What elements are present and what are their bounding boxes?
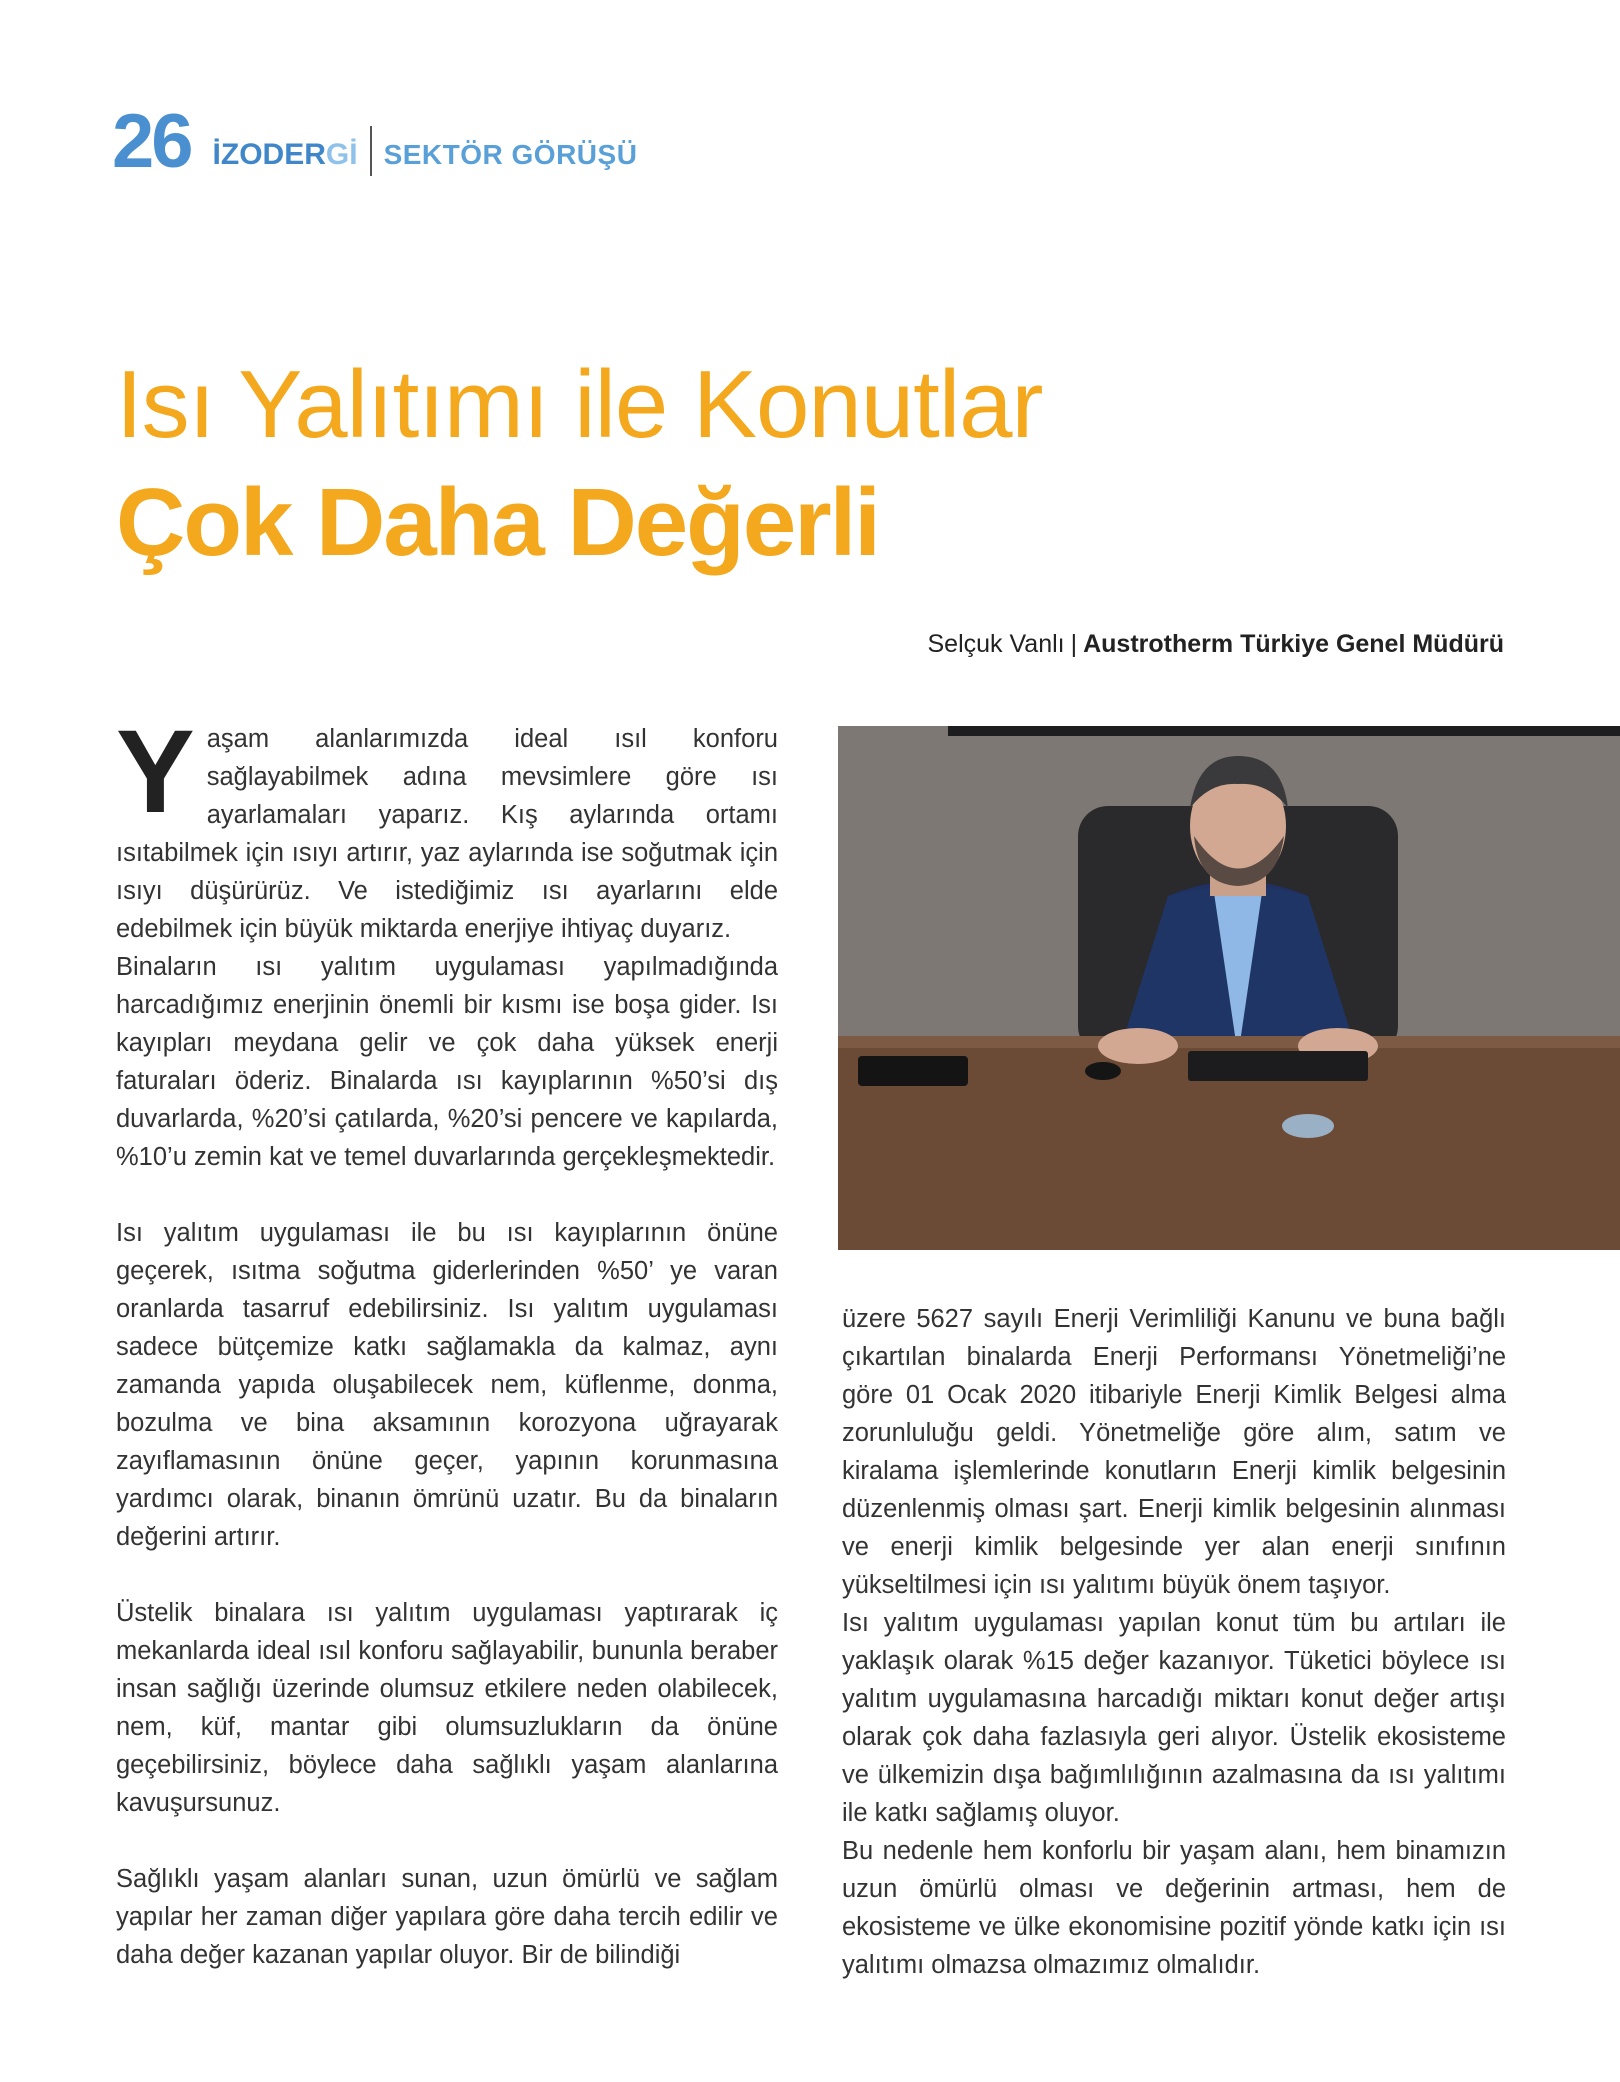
paragraph-3: Isı yalıtım uygulaması ile bu ısı kayıplarının önüne geçerek, ısıtma soğutma giderlerinden %50’ ye varan oranlarda tasarruf edebilirsiniz. Isı yalıtım uygulaması sadece bütçemize katkı sağlamakla da kalmaz, aynı zamanda yapıda oluşabilecek nem, küflenme, donma, bozulma ve bina aksamının korozyona uğrayarak zayıflamasının önüne geçer, yapının korunmasına yardımcı olarak, binanın ömrünü uzatır. Bu da binaların değerini artırır.: [116, 1219, 778, 1551]
brand-main: İZODER: [212, 138, 326, 171]
brand-suffix: Gİ: [325, 138, 358, 171]
article-column-right: [842, 1300, 1506, 1984]
paragraph-4: Üstelik binalara ısı yalıtım uygulaması yaptırarak iç mekanlarda ideal ısıl konforu sağlayabilir, bununla beraber insan sağlığı üzerinde olumsuz etkilere neden olabilecek, nem, küf, mantar gibi olumsuzlukların da önüne geçebilirsiniz, böylece daha sağlıklı yaşam alanlarına kavuşursunuz.: [116, 1599, 778, 1817]
author-name: Selçuk Vanlı: [927, 630, 1065, 658]
paragraph-1: [116, 706, 778, 948]
magazine-logo: [213, 140, 358, 180]
drop-cap: Y: [116, 706, 195, 838]
page-number: 26: [112, 99, 191, 184]
paragraph-8: Bu nedenle hem konforlu bir yaşam alanı, hem binamızın uzun ömürlü olması ve değerinin artması, hem de ekosisteme ve ülke ekonomisine pozitif yönde katkı için ısı yalıtımı olmazsa olmazımız olmalıdır.: [842, 1837, 1506, 1979]
byline-separator: |: [1070, 630, 1078, 658]
paragraph-5: Sağlıklı yaşam alanları sunan, uzun ömürlü ve sağlam yapılar her zaman diğer yapılara göre daha tercih edilir ve daha değer kazanan yapılar oluyor. Bir de bilindiği: [116, 1865, 778, 1969]
byline: [928, 630, 1505, 659]
paragraph-7: Isı yalıtım uygulaması yapılan konut tüm bu artıları ile yaklaşık olarak %15 değer kazanıyor. Tüketici böylece ısı yalıtım uygulamasına harcadığı miktarı konut değer artışı olarak çok daha fazlasıyla geri alıyor. Üstelik ekosisteme ve ülkemizin dışa bağımlılığının azalmasına da ısı yalıtımı ile katkı sağlamış oluyor.: [842, 1609, 1506, 1827]
article-column-left: [116, 706, 778, 1974]
title-line-1: Isı Yalıtımı ile Konutlar: [116, 351, 1043, 458]
title-line-2: Çok Daha Değerli: [116, 469, 879, 576]
section-label: SEKTÖR GÖRÜŞÜ: [383, 139, 638, 170]
paragraph-2: Binaların ısı yalıtım uygulaması yapılmadığında harcadığımız enerjinin önemli bir kısmı ise boşa gider. Isı kayıpları meydana gelir ve çok daha yüksek enerji faturaları öderiz. Binalarda ısı kayıplarının %50’si dış duvarlarda, %20’si çatılarda, %20’si pencere ve kapılarda, %10’u zemin kat ve temel duvarlarında gerçekleşmektedir.: [116, 953, 778, 1171]
author-role: Austrotherm Türkiye Genel Müdürü: [1083, 630, 1504, 658]
page-header: [112, 99, 638, 184]
paragraph-1-text: aşam alanlarımızda ideal ısıl konforu sağlayabilmek adına mevsimlere göre ısı ayarlamaları yaparız. Kış aylarında ortamı ısıtabilmek için ısıyı artırır, yaz aylarında ise soğutmak için ısıyı düşürürüz. Ve istediğimiz ısı ayarlarını elde edebilmek için büyük miktarda enerjiye ihtiyaç duyarız.: [116, 725, 778, 943]
header-divider: [370, 126, 372, 176]
author-photo: [838, 726, 1620, 1250]
paragraph-6: üzere 5627 sayılı Enerji Verimliliği Kanunu ve buna bağlı çıkartılan binalarda Enerji Performansı Yönetmeliği’ne göre 01 Ocak 2020 itibariyle Enerji Kimlik Belgesi alma zorunluluğu geldi. Yönetmeliğe göre alım, satım ve kiralama işlemlerinde konutların Enerji kimlik belgesinin düzenlenmiş olması şart. Enerji kimlik belgesinin alınması ve enerji kimlik belgesinde yer alan enerji sınıfının yükseltilmesi için ısı yalıtımı büyük önem taşıyor.: [842, 1305, 1506, 1599]
